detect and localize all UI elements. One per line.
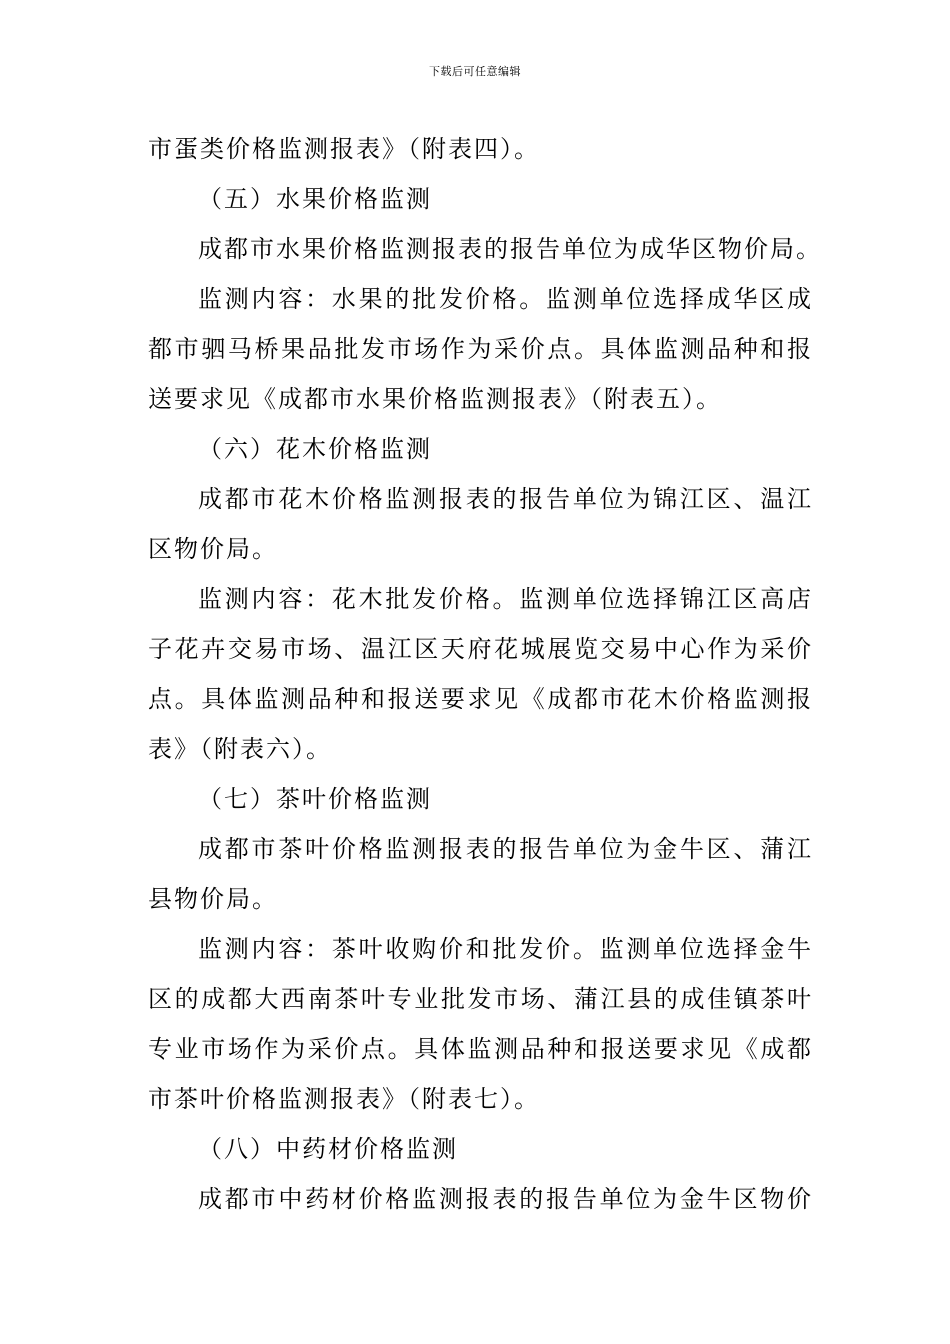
- text-line: 监测内容：花木批发价格。监测单位选择锦江区高店: [198, 585, 813, 613]
- text-line: 监测内容：茶叶收购价和批发价。监测单位选择金牛: [198, 935, 813, 963]
- text-line: 区物价局。: [148, 535, 278, 563]
- text-line: 表》（附表六）。: [148, 735, 332, 763]
- document-body: [148, 124, 822, 1224]
- text-line: 成都市水果价格监测报表的报告单位为成华区物价局。: [198, 235, 822, 263]
- section-heading: （八）中药材价格监测: [198, 1135, 458, 1163]
- text-line: 市茶叶价格监测报表》（附表七）。: [148, 1085, 540, 1113]
- text-line: 市蛋类价格监测报表》（附表四）。: [148, 135, 540, 163]
- text-line: 区的成都大西南茶叶专业批发市场、蒲江县的成佳镇茶叶: [148, 985, 813, 1013]
- text-line: 成都市花木价格监测报表的报告单位为锦江区、温江: [198, 485, 813, 513]
- text-line: 送要求见《成都市水果价格监测报表》（附表五）。: [148, 385, 722, 413]
- page-header: 下载后可任意编辑: [429, 65, 521, 78]
- text-line: 子花卉交易市场、温江区天府花城展览交易中心作为采价: [148, 635, 813, 663]
- text-line: 点。具体监测品种和报送要求见《成都市花木价格监测报: [148, 685, 813, 713]
- text-line: 监测内容：水果的批发价格。监测单位选择成华区成: [198, 285, 813, 313]
- text-line: 成都市中药材价格监测报表的报告单位为金牛区物价: [198, 1185, 813, 1213]
- section-heading: （七）茶叶价格监测: [198, 785, 432, 813]
- text-line: 县物价局。: [148, 885, 278, 913]
- text-line: 专业市场作为采价点。具体监测品种和报送要求见《成都: [148, 1035, 813, 1063]
- section-heading: （六）花木价格监测: [198, 435, 432, 463]
- section-heading: （五）水果价格监测: [198, 185, 432, 213]
- text-line: 成都市茶叶价格监测报表的报告单位为金牛区、蒲江: [198, 835, 813, 863]
- text-line: 都市驷马桥果品批发市场作为采价点。具体监测品种和报: [148, 335, 813, 363]
